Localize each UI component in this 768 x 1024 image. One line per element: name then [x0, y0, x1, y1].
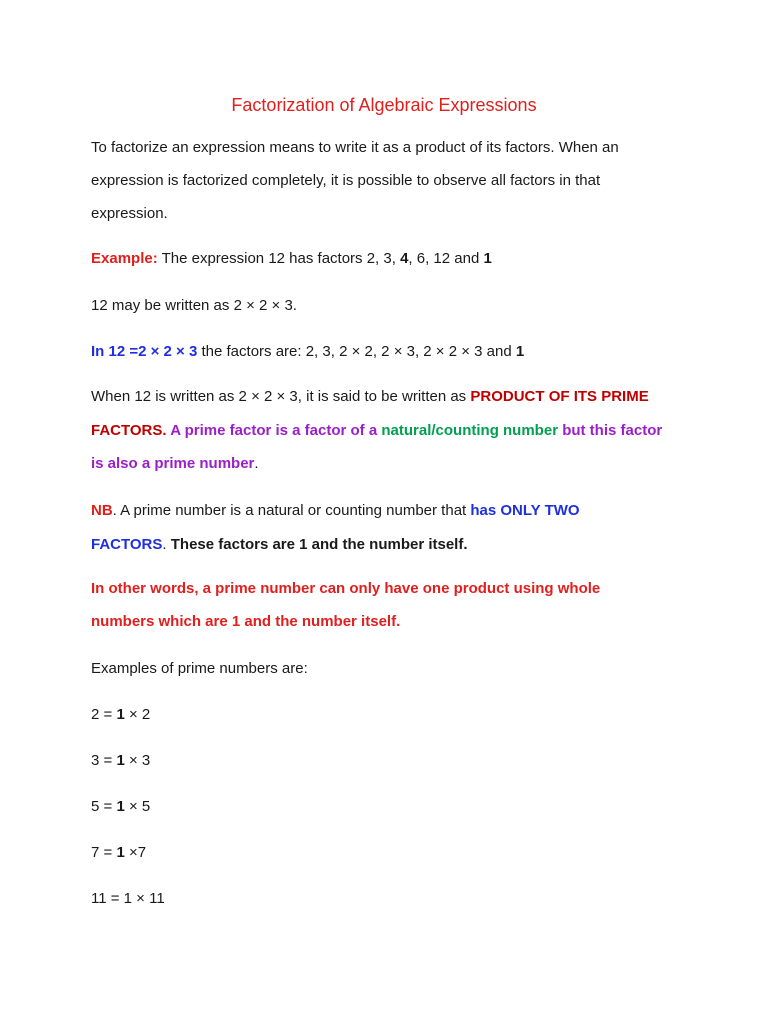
prime-rhs: × 2: [124, 706, 151, 723]
example-line: [91, 249, 492, 269]
example-one: 1: [483, 250, 492, 267]
prime-example-3: [91, 751, 150, 771]
in-12-one: 1: [515, 343, 525, 360]
example-text-b: , 6, 12 and: [408, 250, 484, 267]
prime-example-11: [91, 889, 165, 909]
intro-line-1: To factorize an expression means to write it as a product of its factors. When an: [91, 139, 619, 156]
nb-rest: These factors are 1 and the number itself.: [170, 536, 468, 553]
factors-caps: FACTORS.: [91, 422, 167, 439]
in-12-line: [91, 342, 524, 362]
when-12-line-2: [91, 421, 662, 441]
has-only-two: has ONLY TWO: [470, 502, 580, 519]
prime-lhs: 5 =: [91, 798, 117, 815]
prime-rhs: × 5: [124, 798, 151, 815]
may-be-written-line: 12 may be written as 2 × 2 × 3.: [91, 297, 297, 314]
prime-one: 1: [116, 844, 125, 861]
nb-text: . A prime number is a natural or counting number that: [112, 502, 471, 519]
prime-example-5: [91, 797, 150, 817]
prime-lhs: 7 =: [91, 844, 117, 861]
prime-factor-text-a: A prime factor is a factor of a: [166, 422, 382, 439]
page-title: Factorization of Algebraic Expressions: [231, 95, 537, 115]
example-text-a: The expression 12 has factors 2, 3,: [157, 250, 401, 267]
prime-one: 1: [116, 706, 125, 723]
example-label: Example:: [91, 250, 158, 267]
when-12-line-3: [91, 454, 259, 474]
prime-one: 1: [116, 752, 125, 769]
nb-dot: .: [162, 536, 171, 553]
prime-factor-period: .: [254, 455, 259, 472]
factors-word: FACTORS: [91, 536, 163, 553]
natural-counting-number: natural/counting number: [381, 422, 559, 439]
prime-factor-text-b: but this factor: [558, 422, 663, 439]
when-12-line-1: [91, 387, 649, 407]
prime-rhs: × 3: [124, 752, 151, 769]
prime-lhs: 3 =: [91, 752, 117, 769]
nb-label: NB: [91, 502, 113, 519]
nb-line-1: [91, 501, 580, 521]
intro-line-2: expression is factorized completely, it is possible to observe all factors in that: [91, 172, 601, 189]
in-12-text: the factors are: 2, 3, 2 × 2, 2 × 3, 2 × 2 × 3 and: [197, 343, 516, 360]
prime-one: 1: [116, 798, 125, 815]
prime-example-7: [91, 843, 146, 863]
example-four: 4: [400, 250, 409, 267]
in-12-label: In 12 =2 × 2 × 3: [91, 343, 198, 360]
product-of-prime: PRODUCT OF ITS PRIME: [470, 388, 649, 405]
prime-lhs: 11 = 1 × 11: [91, 890, 165, 907]
examples-label: Examples of prime numbers are:: [91, 660, 308, 677]
other-words-line-2: numbers which are 1 and the number itself.: [91, 613, 401, 630]
other-words-line-1: In other words, a prime number can only have one product using whole: [91, 580, 601, 597]
prime-factor-text-c: is also a prime number: [91, 455, 255, 472]
intro-line-3: expression.: [91, 205, 168, 222]
when-12-text: When 12 is written as 2 × 2 × 3, it is said to be written as: [91, 388, 471, 405]
prime-rhs: ×7: [124, 844, 147, 861]
prime-example-2: [91, 705, 150, 725]
prime-lhs: 2 =: [91, 706, 117, 723]
nb-line-2: [91, 535, 468, 555]
